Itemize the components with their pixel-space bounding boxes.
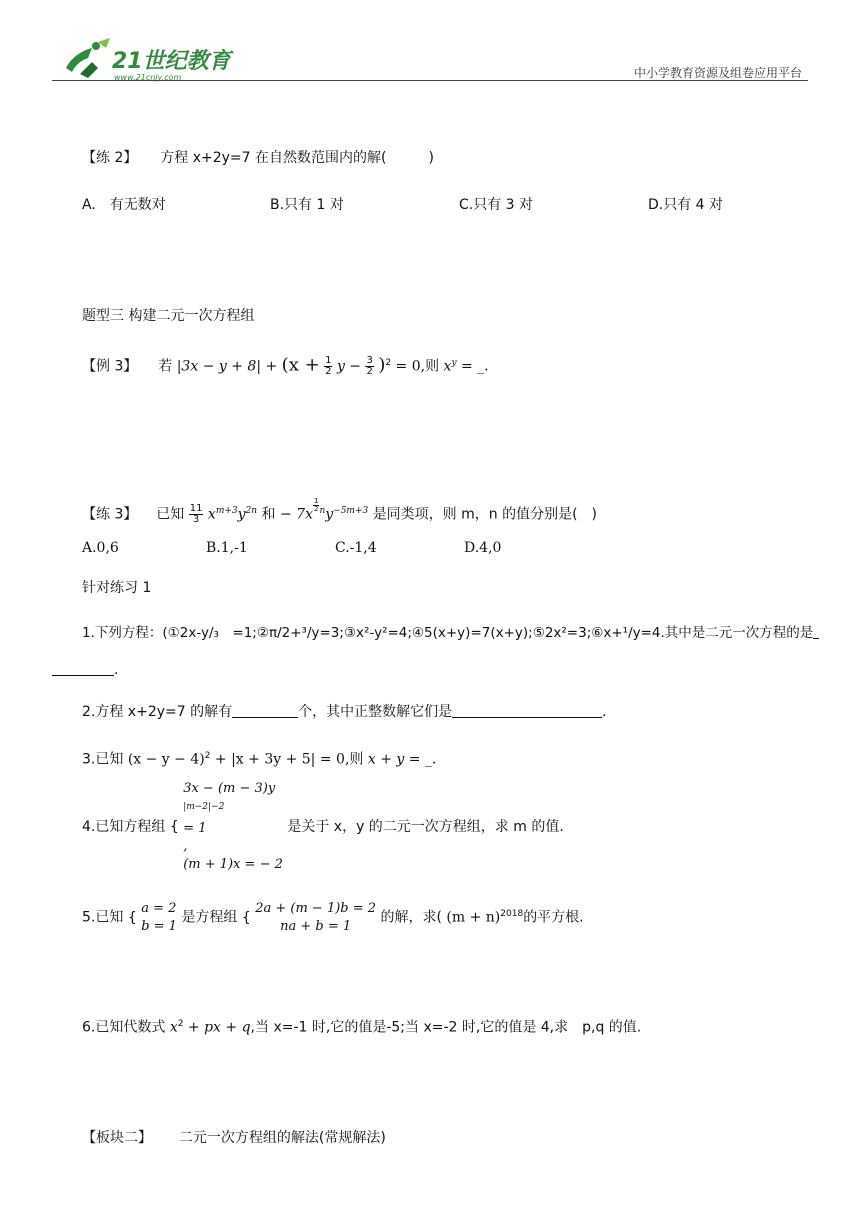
- practice3-tail: 是同类项，则 m，n 的值分别是( ): [372, 506, 598, 523]
- q2-part-b: 个，其中正整数解它们是: [298, 704, 453, 720]
- q5-s2-row2: na + b = 1: [280, 918, 352, 934]
- q4-lead: 4.已知方程组: [82, 819, 166, 836]
- block2-heading: [82, 1128, 386, 1148]
- q6-lead: 6.已知代数式: [82, 1019, 166, 1036]
- practice3-term2-exp-frac: $\frac{1}{2}$: [313, 496, 319, 513]
- q6-expr-a: x: [169, 1019, 178, 1036]
- q2-part-a: 2.方程 x+2y=7 的解有: [82, 704, 233, 720]
- example3-abs: |3x − y + 8| +: [176, 358, 278, 375]
- q4-row2: (m + 1)x = − 2: [183, 857, 283, 873]
- q3-exp: 2: [204, 751, 211, 761]
- practice3-term1-x: x: [207, 506, 216, 523]
- q3-expr: (x − y − 4): [127, 751, 205, 768]
- example3-line: [82, 348, 489, 382]
- section3-title: 题型三 构建二元一次方程组: [82, 308, 255, 324]
- q5-line: [82, 892, 584, 940]
- targeted-title: 针对练习 1: [82, 580, 152, 596]
- q5-system-2: [255, 900, 376, 936]
- logo-21cnjy: [58, 38, 238, 84]
- q6-line: [82, 1014, 641, 1038]
- practice3-option-b: B.1,-1: [206, 540, 248, 556]
- example3-eq: = 0,则: [395, 358, 440, 375]
- q4-row1-exp: |m−2|−2: [183, 802, 225, 812]
- practice3-lead: 已知: [156, 506, 185, 523]
- logo-url: www.21cnjy.com: [114, 73, 182, 82]
- practice3-option-c: C.-1,4: [335, 540, 377, 556]
- q3-expr2: + |x + 3y + 5| = 0,则: [214, 751, 364, 768]
- q5-brace-1-icon: {: [127, 909, 137, 926]
- practice3-term1-exp2: 2n: [245, 506, 258, 516]
- practice3-option-a: A.0,6: [82, 540, 119, 556]
- q2-blank-count[interactable]: [232, 703, 298, 718]
- example3-lead: 若: [158, 358, 173, 375]
- example3-paren-open: (x +: [281, 354, 320, 376]
- q5-lead: 5.已知: [82, 909, 124, 926]
- practice3-term2-exp-n: n: [319, 506, 326, 516]
- q3-expr3: x + y = _.: [367, 751, 437, 768]
- q6-expr-b: + px + q: [187, 1019, 251, 1036]
- practice3-term2-exp2: −5m+3: [333, 506, 369, 516]
- q3-lead: 3.已知: [82, 751, 124, 768]
- practice3-coef-frac: $\frac{11}{3}$: [189, 503, 203, 526]
- q5-mid: 是方程组: [181, 909, 238, 926]
- q4-tail: 是关于 x，y 的二元一次方程组，求 m 的值.: [287, 819, 564, 836]
- example3-result-exp: y: [451, 358, 457, 368]
- example3-frac-1: $\frac{1}{2}$: [325, 355, 332, 378]
- q5-s1-row2: b = 1: [141, 918, 177, 934]
- example3-result-tail: = _.: [460, 358, 489, 375]
- practice3-term2-pre: − 7x: [279, 506, 313, 523]
- q2-part-c: .: [602, 704, 607, 720]
- block2-tag: 【板块二】: [82, 1130, 152, 1146]
- practice3-line: [82, 496, 597, 530]
- practice3-tag: 【练 3】: [82, 506, 138, 523]
- q2-blank-solutions[interactable]: [452, 703, 602, 718]
- example3-paren-close: ): [378, 354, 386, 376]
- practice2-question: 方程 x+2y=7 在自然数范围内的解( ): [160, 150, 434, 166]
- q5-s1-row1: a = 2: [141, 900, 177, 916]
- practice2-option-b: B.只有 1 对: [270, 197, 344, 213]
- example3-exp: 2: [385, 358, 392, 368]
- header-rule: [52, 80, 808, 81]
- q5-brace-2-icon: {: [241, 909, 251, 926]
- q5-tail-b: 的平方根.: [523, 909, 584, 926]
- example3-frac-2: $\frac{3}{2}$: [366, 355, 373, 378]
- practice3-and: 和: [261, 506, 276, 523]
- q4-row1a: 3x − (m − 3)y: [183, 781, 276, 796]
- q6-expr-exp: 2: [177, 1019, 184, 1029]
- q1-answer-blank[interactable]: [52, 661, 114, 676]
- example3-result-var: x: [443, 358, 452, 375]
- practice2-option-a: A. 有无数对: [82, 197, 166, 213]
- practice3-term1-exp1: m+3: [215, 506, 238, 516]
- practice2-option-c: C.只有 3 对: [459, 197, 534, 213]
- practice3-term1-y: y: [237, 506, 246, 523]
- q5-expr: (m + n): [446, 909, 501, 926]
- q1-line-cont: [52, 660, 118, 680]
- practice3-option-d: D.4,0: [464, 540, 502, 556]
- logo-text: 21世纪教育: [112, 49, 231, 74]
- q4-system: 3x − (m − 3)y $^{|m-2|-2}$ = 1 , (m + 1)x = − 2: [183, 781, 283, 873]
- practice2-tag: 【练 2】: [82, 150, 138, 166]
- q4-line: [82, 780, 564, 874]
- header-platform-name: 中小学教育资源及组卷应用平台: [633, 66, 802, 80]
- q2-line: [82, 702, 607, 722]
- q1-tail: .: [114, 662, 119, 678]
- block2-title: 二元一次方程组的解法(常规解法): [178, 1130, 386, 1146]
- practice2-line: [82, 148, 434, 168]
- q6-tail: ,当 x=-1 时,它的值是-5;当 x=-2 时,它的值是 4,求 p,q 的值.: [250, 1019, 642, 1036]
- q5-system-1: [141, 900, 177, 936]
- practice3-term2-y: y: [325, 506, 334, 523]
- example3-tag: 【例 3】: [82, 358, 138, 375]
- q3-line: [82, 746, 436, 770]
- q4-row1b: = 1: [183, 821, 207, 837]
- q4-brace-icon: {: [169, 819, 179, 836]
- q1-text: 1.下列方程：(①2x-y/₃ =1;②π/2+³/y=3;③x²-y²=4;④5(x+y)=7(x+y);⑤2x²=3;⑥x+¹/y=4.其中是二元一次方程的是: [82, 625, 814, 641]
- q5-exp: 2018: [500, 909, 524, 919]
- q1-line: [82, 623, 819, 643]
- practice2-option-d: D.只有 4 对: [648, 197, 724, 213]
- q5-tail-a: 的解，求(: [380, 909, 442, 926]
- example3-paren-mid: y −: [336, 358, 362, 375]
- q5-s2-row1: 2a + (m − 1)b = 2: [255, 900, 377, 916]
